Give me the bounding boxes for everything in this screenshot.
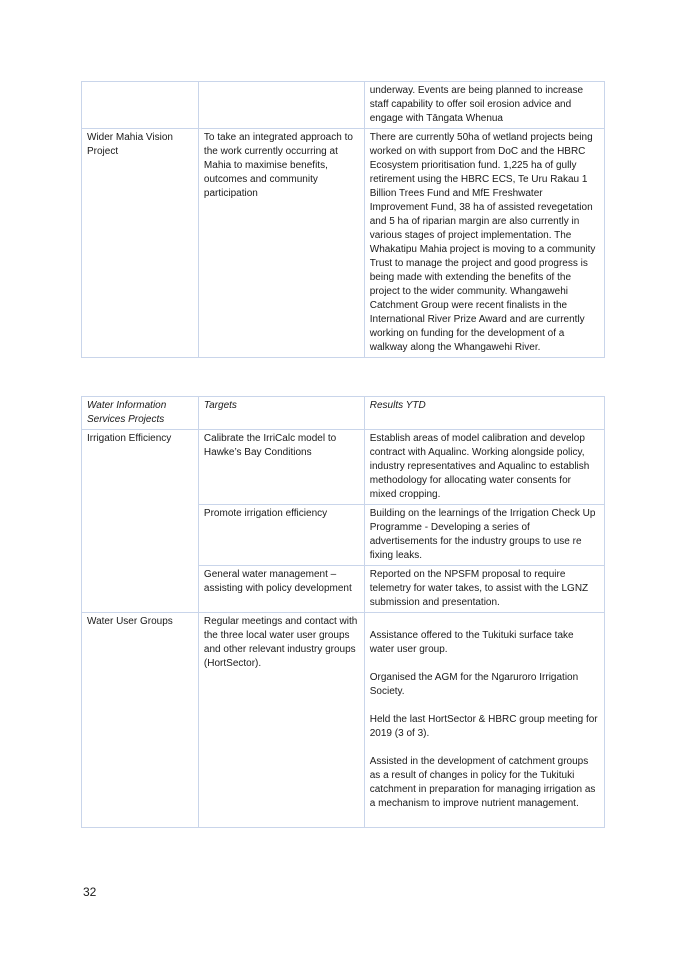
result-cell (364, 613, 604, 828)
result-line: Assisted in the development of catchment groups as a result of changes in policy for the Tukituki catchment in preparation for managing irrigation as a mechanism to improve nutrient management. (369, 756, 596, 809)
water-information-table (81, 396, 605, 828)
target-cell: To take an integrated approach to the work currently occurring at Mahia to maximise benefits, outcomes and community participation (198, 129, 364, 358)
result-cell: There are currently 50ha of wetland projects being worked on with support from DoC and the HBRC Ecosystem prioritisation fund. 1,225 ha of gully retirement using the HBRC ECS, Te Uru Rakau 1 Billion Trees Fund and MfE Freshwater Improvement Fund, 38 ha of assisted revegetation and 5 ha of riparian margin are also currently in various stages of project implementation. The Whakatipu Mahia project is moving to a community Trust to manage the project and good progress is being made with extending the benefits of the project to the wider community. Whangawehi Catchment Group were recent finalists in the International River Prize Award and are currently working on funding for the development of a walkway along the Whangawehi River. (364, 129, 604, 358)
table-header-row (82, 397, 605, 430)
table-cell (82, 82, 199, 129)
table-row (82, 430, 605, 505)
project-name-cell: Wider Mahia Vision Project (82, 129, 199, 358)
mahia-projects-table (81, 81, 605, 358)
target-cell: Regular meetings and contact with the three local water user groups and other relevant industry groups (HortSector). (198, 613, 364, 828)
page-number: 32 (83, 885, 97, 899)
target-cell: Calibrate the IrriCalc model to Hawke’s Bay Conditions (198, 430, 364, 505)
result-line: Organised the AGM for the Ngaruroro Irrigation Society. (369, 672, 579, 697)
table-row (82, 82, 605, 129)
target-cell: Promote irrigation efficiency (198, 505, 364, 566)
table-cell: underway. Events are being planned to increase staff capability to offer soil erosion advice and engage with Tāngata Whenua (364, 82, 604, 129)
header-cell-projects: Water Information Services Projects (82, 397, 199, 430)
table-cell (198, 82, 364, 129)
result-cell: Building on the learnings of the Irrigation Check Up Programme - Developing a series of advertisements for the industry groups to use re fixing leaks. (364, 505, 604, 566)
header-cell-results: Results YTD (364, 397, 604, 430)
result-cell: Reported on the NPSFM proposal to require telemetry for water takes, to assist with the LGNZ submission and presentation. (364, 566, 604, 613)
table-row (82, 129, 605, 358)
project-name-cell: Irrigation Efficiency (82, 430, 199, 613)
result-cell: Establish areas of model calibration and develop contract with Aqualinc. Working alongside policy, industry representatives and Aqualinc to establish methodology for allocating water consents for mixed cropping. (364, 430, 604, 505)
result-line: Assistance offered to the Tukituki surface take water user group. (369, 630, 574, 655)
header-cell-targets: Targets (198, 397, 364, 430)
table-row (82, 613, 605, 828)
result-line: Held the last HortSector & HBRC group meeting for 2019 (3 of 3). (369, 714, 598, 739)
project-name-cell: Water User Groups (82, 613, 199, 828)
target-cell: General water management – assisting with policy development (198, 566, 364, 613)
